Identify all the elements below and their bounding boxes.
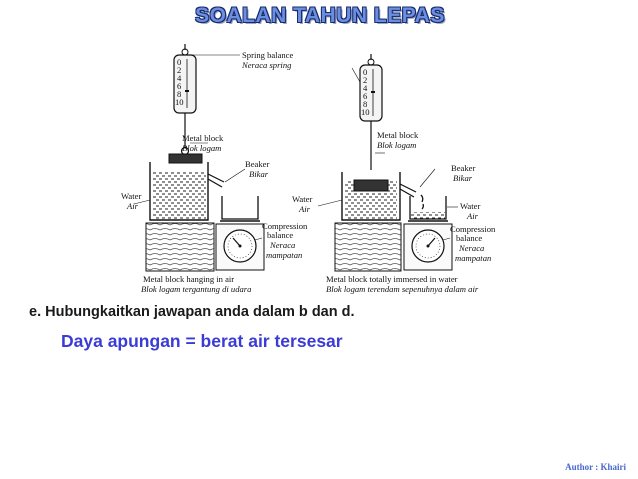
pointer-right bbox=[371, 91, 375, 93]
scale-tick: 2 bbox=[363, 75, 368, 85]
compression-right-en1: Compression bbox=[450, 224, 496, 234]
water-mid-en: Water bbox=[292, 194, 313, 204]
water-mid-ms: Air bbox=[299, 204, 310, 214]
water-right-en: Water bbox=[460, 201, 481, 211]
water-right-ms: Air bbox=[467, 211, 478, 221]
beaker-right-en: Beaker bbox=[451, 163, 476, 173]
beaker-right-ms: Bikar bbox=[453, 173, 473, 183]
compression-balance-right bbox=[404, 196, 452, 270]
caption-right-ms: Blok logam terendam sepenuhnya dalam air bbox=[326, 284, 479, 294]
scale-tick: 8 bbox=[363, 99, 368, 109]
scale-tick: 6 bbox=[363, 91, 368, 101]
scale-tick: 4 bbox=[177, 73, 182, 83]
overflow-can-left bbox=[150, 162, 224, 220]
water-left-ms: Air bbox=[127, 201, 138, 211]
scale-tick: 0 bbox=[177, 57, 182, 67]
scale-tick: 6 bbox=[177, 81, 182, 91]
right-setup bbox=[292, 54, 496, 294]
metal-block-left-ms: Blok logam bbox=[182, 143, 222, 153]
scale-tick: 10 bbox=[361, 107, 370, 117]
compression-right-en2: balance bbox=[456, 233, 483, 243]
scale-tick: 10 bbox=[175, 97, 184, 107]
compression-balance-left bbox=[216, 196, 264, 270]
water-left-en: Water bbox=[121, 191, 142, 201]
beaker-left-en: Beaker bbox=[245, 159, 270, 169]
metal-block-left bbox=[169, 154, 202, 163]
slide-title: SOALAN TAHUN LEPAS bbox=[195, 4, 445, 27]
caption-left-ms: Blok logam tergantung di udara bbox=[141, 284, 252, 294]
metal-block-right bbox=[354, 180, 388, 191]
spring-balance-label-ms: Neraca spring bbox=[242, 60, 292, 70]
caption-right-en: Metal block totally immersed in water bbox=[326, 274, 458, 284]
scale-tick: 2 bbox=[177, 65, 182, 75]
scale-tick: 4 bbox=[363, 83, 368, 93]
compression-left-en1: Compression bbox=[262, 221, 308, 231]
wooden-block-left bbox=[146, 223, 214, 271]
answer-text: Daya apungan = berat air tersesar bbox=[61, 331, 343, 351]
scale-tick: 0 bbox=[363, 67, 368, 77]
scale-tick: 8 bbox=[177, 89, 182, 99]
author-credit: Author : Khairi bbox=[565, 462, 626, 472]
buoyancy-experiment-diagram bbox=[90, 42, 530, 297]
left-setup bbox=[121, 44, 308, 294]
compression-left-ms1: Neraca bbox=[270, 240, 296, 250]
metal-block-right-en: Metal block bbox=[377, 130, 419, 140]
compression-left-ms2: mampatan bbox=[266, 250, 303, 260]
beaker-left-ms: Bikar bbox=[249, 169, 269, 179]
caption-left-en: Metal block hanging in air bbox=[143, 274, 235, 284]
compression-left-en2: balance bbox=[267, 230, 294, 240]
spring-balance-label-en: Spring balance bbox=[242, 50, 294, 60]
compression-right-ms1: Neraca bbox=[459, 243, 485, 253]
wooden-block-right bbox=[335, 223, 401, 271]
metal-block-right-ms: Blok logam bbox=[377, 140, 417, 150]
compression-right-ms2: mampatan bbox=[455, 253, 492, 263]
metal-block-left-en: Metal block bbox=[182, 133, 224, 143]
pointer-left bbox=[185, 90, 189, 92]
question-text: e. Hubungkaitkan jawapan anda dalam b dan d. bbox=[29, 304, 355, 320]
